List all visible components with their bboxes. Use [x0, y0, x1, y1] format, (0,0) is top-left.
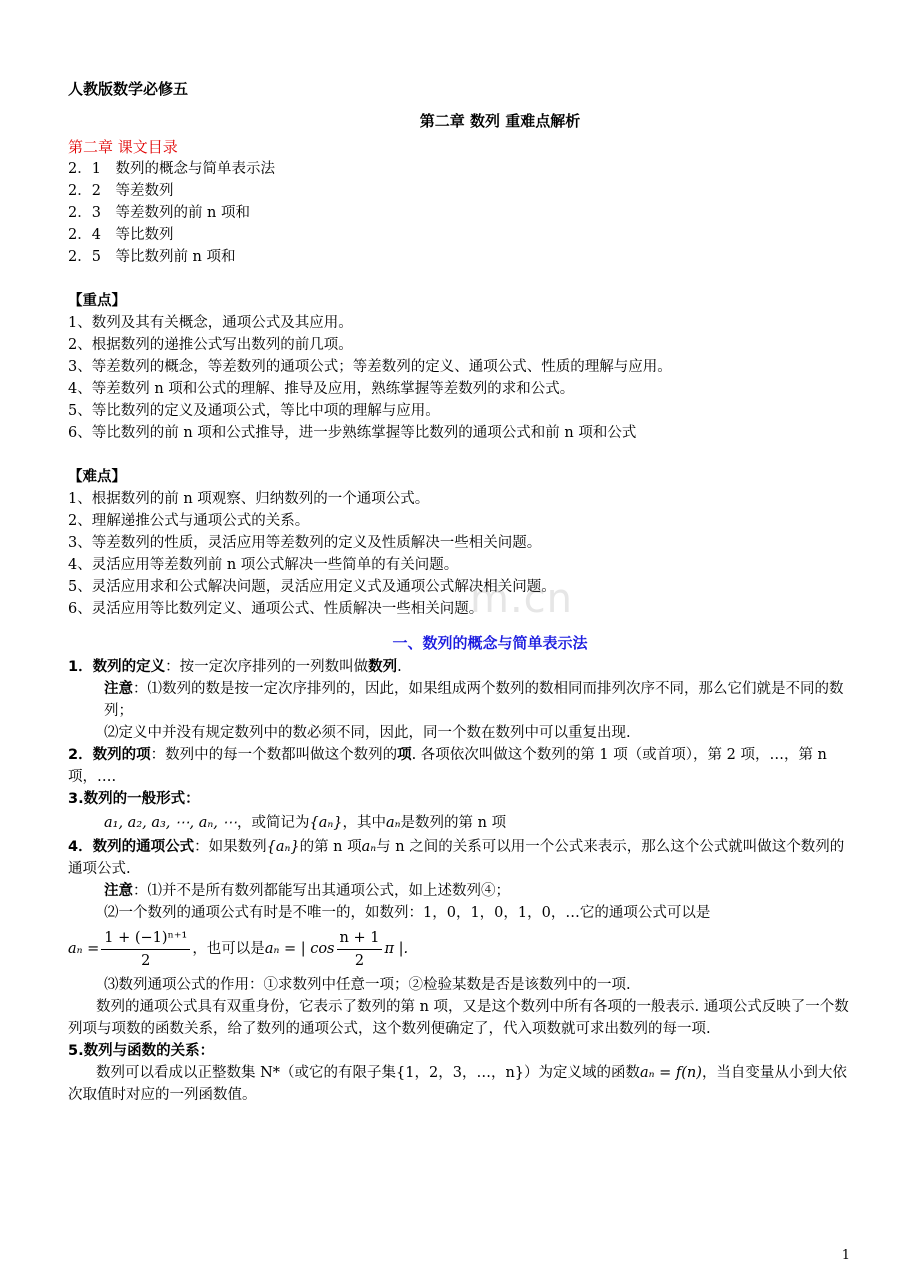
- note-paragraph: [68, 678, 852, 722]
- general-term-explanation: 数列的通项公式具有双重身份，它表示了数列的第 n 项，又是这个数列中所有各项的一般表示. 通项公式反映了一个数列项与项数的函数关系，给了数列的通项公式，这个数列便确定了，代入项数就可求出数列的每一项.: [68, 999, 849, 1037]
- definition-end: .: [397, 659, 402, 675]
- difficult-point: 1、根据数列的前 n 项观察、归纳数列的一个通项公式。: [68, 491, 430, 507]
- toc-title: 第二章 课文目录: [68, 138, 178, 156]
- section-title: 一、数列的概念与简单表示法: [392, 634, 588, 652]
- term-term: 项: [397, 747, 412, 763]
- note-text: ：⑴并不是所有数列都能写出其通项公式，如上述数列④；: [133, 883, 510, 899]
- general-term-text1: ：如果数列: [194, 839, 267, 855]
- note-label: 注意: [104, 883, 133, 899]
- term-rest: . 各项依次叫做这个数列的第 1 项（或首项），第 2 项，…，第 n 项，….: [68, 747, 827, 785]
- general-term-note3: ⑶数列通项公式的作用：①求数列中任意一项；②检验某数是否是该数列中的一项.: [104, 977, 631, 993]
- formula-mid: ，也可以是: [192, 941, 265, 957]
- general-term-note2: ⑵一个数列的通项公式有时是不唯一的，如数列：1，0，1，0，1，0，…它的通项公式可以是: [104, 905, 711, 921]
- general-term-note1: [68, 880, 852, 902]
- formula2-end: π |.: [384, 941, 409, 957]
- difficult-point: 2、理解递推公式与通项公式的关系。: [68, 513, 310, 529]
- formula1-numerator: 1 + (−1)ⁿ⁺¹: [101, 927, 190, 950]
- difficult-points-title: 【难点】: [68, 469, 126, 485]
- function-relation-paragraph: [68, 1062, 852, 1106]
- general-term-text2: 的第 n 项: [299, 839, 362, 855]
- difficult-point: 5、灵活应用求和公式解决问题，灵活应用定义式及通项公式解决相关问题。: [68, 579, 556, 595]
- formula2-denominator: 2: [354, 952, 365, 969]
- general-term-brace: {aₙ}: [266, 839, 300, 855]
- formula2-lhs: aₙ = | cos: [264, 941, 335, 957]
- key-point: 3、等差数列的概念，等差数列的通项公式；等差数列的定义、通项公式、性质的理解与应用。: [68, 359, 672, 375]
- term-label: 2．数列的项: [68, 747, 151, 763]
- function-expression: aₙ = f(n): [640, 1065, 702, 1081]
- general-term-label: 4．数列的通项公式: [68, 839, 195, 855]
- toc-item: 2．5 等比数列前 n 项和: [68, 249, 236, 265]
- term-symbol: aₙ: [385, 815, 401, 831]
- definition-label: 1．数列的定义: [68, 659, 166, 675]
- formula1-fraction: [101, 927, 190, 972]
- key-point: 1、数列及其有关概念，通项公式及其应用。: [68, 315, 353, 331]
- doc-title: 人教版数学必修五: [68, 80, 189, 98]
- sequence-brace: {aₙ}: [309, 815, 343, 831]
- difficult-point: 4、灵活应用等差数列前 n 项公式解决一些简单的有关问题。: [68, 557, 459, 573]
- note-label: 注意: [104, 681, 133, 697]
- definition-term: 数列: [368, 659, 398, 675]
- function-relation-text2: ，当自变量从小到大依次取值时对应的一列函数值。: [68, 1065, 847, 1103]
- page-number: 1: [841, 1248, 850, 1263]
- toc-item: 2．1 数列的概念与简单表示法: [68, 161, 275, 177]
- key-points-list: [68, 312, 852, 444]
- general-term-symbol: aₙ: [361, 839, 377, 855]
- key-point: 2、根据数列的递推公式写出数列的前几项。: [68, 337, 353, 353]
- formula1-lhs: aₙ =: [68, 941, 100, 957]
- sequence-expression: a₁, a₂, a₃, ⋯, aₙ, ⋯: [104, 815, 237, 831]
- toc-item: 2．4 等比数列: [68, 227, 174, 243]
- document-page: [68, 78, 852, 1106]
- function-relation-text1: 数列可以看成以正整数集 N*（或它的有限子集{1，2，3，…，n}）为定义域的函数: [96, 1065, 641, 1081]
- toc-item: 2．2 等差数列: [68, 183, 174, 199]
- formula2-fraction: [337, 927, 383, 972]
- term-paragraph: [68, 744, 852, 788]
- general-form-line: [68, 812, 852, 834]
- general-term-text3: 与 n 之间的关系可以用一个公式来表示，那么这个公式就叫做这个数列的通项公式.: [68, 839, 845, 877]
- key-point: 6、等比数列的前 n 项和公式推导，进一步熟练掌握等比数列的通项公式和前 n 项和公式: [68, 425, 637, 441]
- general-term-paragraph: [68, 836, 852, 880]
- difficult-points-list: [68, 488, 852, 620]
- general-form-mid2: ，其中: [342, 815, 386, 831]
- term-text: ：数列中的每一个数都叫做这个数列的: [150, 747, 398, 763]
- formula2-numerator: n + 1: [337, 927, 383, 950]
- formula1-denominator: 2: [141, 952, 151, 969]
- key-points-title: 【重点】: [68, 293, 126, 309]
- note-text: ：⑴数列的数是按一定次序排列的，因此，如果组成两个数列的数相同而排列次序不同，那么它们就是不同的数列；: [104, 681, 844, 719]
- toc-list: [68, 158, 852, 268]
- chapter-title: 第二章 数列 重难点解析: [419, 112, 581, 130]
- general-form-label: 3.数列的一般形式：: [68, 791, 200, 807]
- key-point: 5、等比数列的定义及通项公式，等比中项的理解与应用。: [68, 403, 440, 419]
- definition-paragraph: [68, 656, 852, 678]
- watermark: m.cn: [470, 576, 574, 622]
- toc-item: 2．3 等差数列的前 n 项和: [68, 205, 251, 221]
- key-point: 4、等差数列 n 项和公式的理解、推导及应用，熟练掌握等差数列的求和公式。: [68, 381, 575, 397]
- note-paragraph-2: ⑵定义中并没有规定数列中的数必须不同，因此，同一个数在数列中可以重复出现.: [104, 725, 631, 741]
- general-form-mid: ，或简记为: [237, 815, 310, 831]
- function-relation-label: 5.数列与函数的关系：: [68, 1043, 215, 1059]
- general-form-end: 是数列的第 n 项: [400, 815, 507, 831]
- difficult-point: 3、等差数列的性质，灵活应用等差数列的定义及性质解决一些相关问题。: [68, 535, 542, 551]
- formula-line: [68, 924, 852, 974]
- definition-text: ：按一定次序排列的一列数叫做: [165, 659, 369, 675]
- difficult-point: 6、灵活应用等比数列定义、通项公式、性质解决一些相关问题。: [68, 601, 484, 617]
